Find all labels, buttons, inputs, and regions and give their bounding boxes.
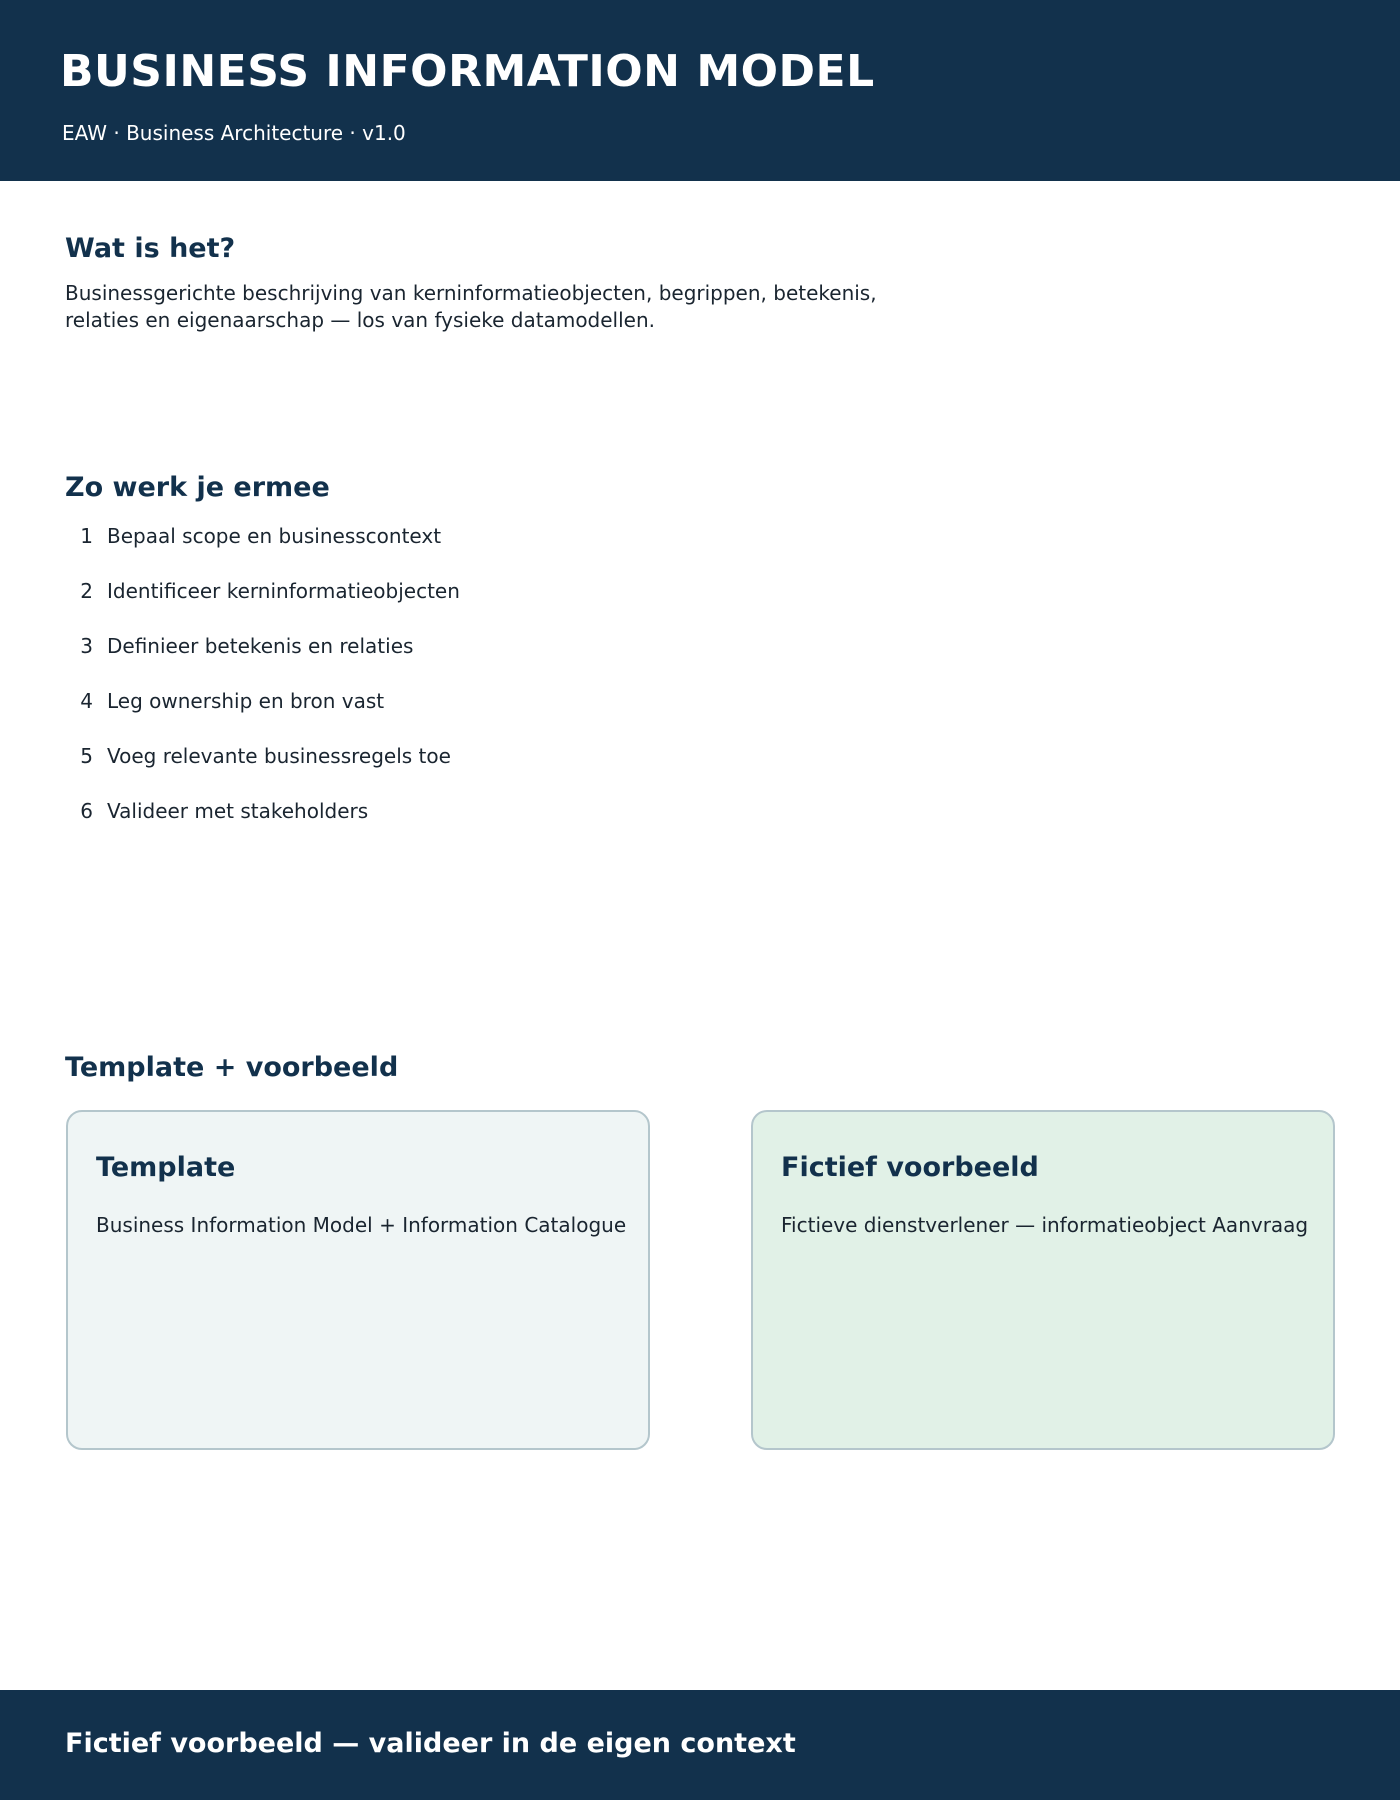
step-label: Voeg relevante businessregels toe <box>107 744 451 768</box>
page-subtitle: EAW · Business Architecture · v1.0 <box>62 121 406 145</box>
step-label: Bepaal scope en businesscontext <box>107 524 442 548</box>
step-item <box>65 634 460 689</box>
page-title: BUSINESS INFORMATION MODEL <box>60 46 875 97</box>
step-item <box>65 744 460 799</box>
step-number: 1 <box>80 524 93 548</box>
step-number: 2 <box>80 579 93 603</box>
intro-heading: Wat is het? <box>65 233 236 264</box>
template-section-heading: Template + voorbeeld <box>65 1052 399 1083</box>
step-label: Identificeer kerninformatieobjecten <box>107 579 460 603</box>
step-number: 6 <box>80 799 93 823</box>
template-card <box>66 1110 650 1450</box>
step-number: 4 <box>80 689 93 713</box>
example-card <box>751 1110 1335 1450</box>
page-footer <box>0 1690 1400 1800</box>
template-card-text: Business Information Model + Information Catalogue <box>96 1213 627 1237</box>
step-label: Valideer met stakeholders <box>107 799 369 823</box>
intro-text: Businessgerichte beschrijving van kerninformatieobjecten, begrippen, betekenis, relaties en eigenaarschap — los van fysieke datamodellen. <box>65 281 877 332</box>
steps-list <box>65 524 460 854</box>
step-label: Leg ownership en bron vast <box>107 689 385 713</box>
step-item <box>65 689 460 744</box>
step-item <box>65 524 460 579</box>
template-card-title: Template <box>96 1152 236 1183</box>
step-number: 3 <box>80 634 93 658</box>
step-label: Definieer betekenis en relaties <box>107 634 414 658</box>
step-item <box>65 579 460 634</box>
steps-heading: Zo werk je ermee <box>65 472 330 503</box>
example-card-title: Fictief voorbeeld <box>781 1152 1039 1183</box>
footer-text: Fictief voorbeeld — valideer in de eigen context <box>65 1728 796 1759</box>
step-number: 5 <box>80 744 93 768</box>
step-item <box>65 799 460 854</box>
example-card-text: Fictieve dienstverlener — informatieobject Aanvraag <box>781 1213 1309 1237</box>
page-header <box>0 0 1400 181</box>
